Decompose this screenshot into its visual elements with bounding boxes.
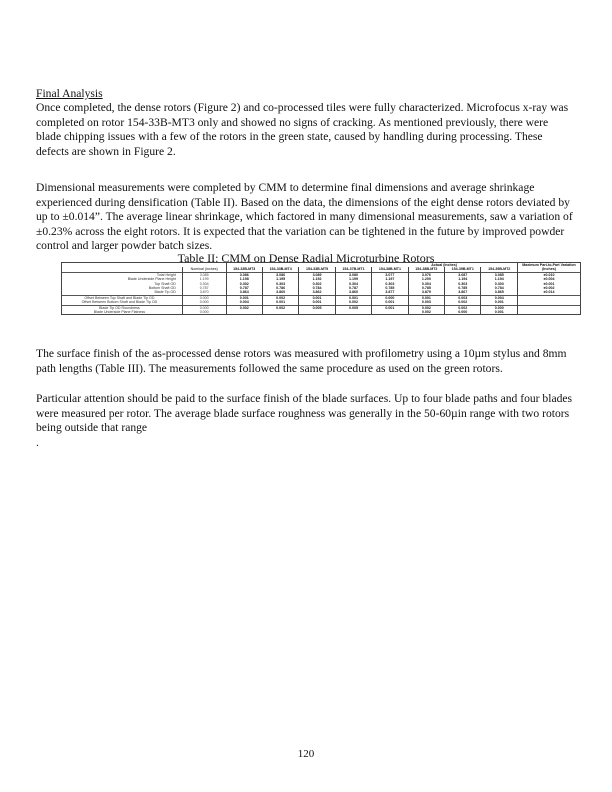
measured-value: 1.199 xyxy=(335,277,371,281)
measured-value: 3.085 xyxy=(481,272,518,277)
measured-value xyxy=(372,310,408,314)
measured-value: 0.785 xyxy=(372,286,408,290)
measured-value: 0.001 xyxy=(299,300,335,305)
measured-value: 3.879 xyxy=(408,290,444,295)
measured-value: 1.192 xyxy=(299,277,335,281)
page-number: 120 xyxy=(297,748,315,760)
rotor-header: 154-38B-MT2 xyxy=(408,267,444,272)
measured-value: 0.001 xyxy=(226,295,262,300)
group-header: Actual (Inches) xyxy=(226,263,517,267)
measured-value xyxy=(335,310,371,314)
measured-value: 3.086 xyxy=(226,272,262,277)
measured-value: 0.002 xyxy=(445,300,481,305)
row-label: Blade Underside Plane Flatness xyxy=(93,310,146,315)
measured-value: 0.002 xyxy=(335,300,371,305)
table-row xyxy=(62,310,580,314)
variation-value xyxy=(518,310,581,314)
measured-value: 0.303 xyxy=(481,282,518,286)
measured-value xyxy=(262,310,298,314)
measured-value: 3.867 xyxy=(445,290,481,295)
measured-value: 0.001 xyxy=(481,300,518,305)
row-label: Offset Between Bottom Shaft and Blade Tip OD xyxy=(81,300,158,305)
paragraph-trailing-period: . xyxy=(36,436,39,449)
rotor-header: 154-39B-MT1 xyxy=(445,267,481,272)
measured-value: 3.864 xyxy=(226,290,262,295)
measured-value: 0.303 xyxy=(445,282,481,286)
measured-value: 3.865 xyxy=(481,290,518,295)
measured-value: 0.303 xyxy=(372,282,408,286)
measured-value: 0.302 xyxy=(299,282,335,286)
measured-value: 0.005 xyxy=(299,305,335,310)
measured-value: 0.786 xyxy=(262,286,298,290)
measured-value: 3.076 xyxy=(408,272,444,277)
measured-value: 3.087 xyxy=(445,272,481,277)
measured-value: 0.001 xyxy=(372,300,408,305)
measured-value: 0.002 xyxy=(408,305,444,310)
measured-value: 0.002 xyxy=(226,305,262,310)
section-heading: Final Analysis xyxy=(36,87,103,100)
measured-value: 3.080 xyxy=(335,272,371,277)
rotor-header: 154-38B-MT1 xyxy=(372,267,408,272)
measured-value: 1.194 xyxy=(445,277,481,281)
measured-value: 0.001 xyxy=(262,300,298,305)
measured-value: 0.001 xyxy=(299,295,335,300)
rotor-header: 154-37B-MT1 xyxy=(335,267,371,272)
measured-value: 1.194 xyxy=(481,277,518,281)
measured-value: 3.862 xyxy=(299,290,335,295)
rotor-header: 154-33B-MT4 xyxy=(262,267,298,272)
measured-value: 3.877 xyxy=(372,290,408,295)
measured-value: 3.089 xyxy=(299,272,335,277)
table-row xyxy=(62,300,580,305)
measured-value: 1.197 xyxy=(372,277,408,281)
row-label: Blade Underside Plane Height xyxy=(127,277,176,282)
measured-value: 1.195 xyxy=(262,277,298,281)
row-label: Offset Between Top Shaft and Blade Tip OD xyxy=(84,295,155,300)
nominal-value: 0.000 xyxy=(182,310,226,314)
row-label: Blade Tip OD xyxy=(154,290,176,295)
paragraph-microfocus: Once completed, the dense rotors (Figure 2) and co-processed tiles were fully characterized. Microfocus x-ray was completed on rotor 154-33B-MT3 only and showed no signs of cracking. As mentioned previously, there were blade chipping issues with a few of the rotors in the green state, caused by handling during processing. These defects are shown in Figure 2. xyxy=(36,101,569,158)
measured-value: 0.784 xyxy=(481,286,518,290)
variation-value: ±0.010 xyxy=(518,272,581,277)
measured-value: 0.302 xyxy=(226,282,262,286)
measured-value: 1.198 xyxy=(226,277,262,281)
measured-value: 0.002 xyxy=(262,295,298,300)
cmm-table-body xyxy=(62,272,580,314)
measured-value: 0.785 xyxy=(408,286,444,290)
variation-header: Maximum Part-to-Part Variation (Inches) xyxy=(518,263,581,272)
nominal-header: Nominal (Inches) xyxy=(182,267,226,272)
rotor-header: 154-33B-MT5 xyxy=(299,267,335,272)
measured-value: 0.004 xyxy=(481,295,518,300)
measured-value: 3.860 xyxy=(262,290,298,295)
measured-value: 3.860 xyxy=(335,290,371,295)
measured-value: 0.000 xyxy=(481,305,518,310)
cmm-table xyxy=(62,263,580,314)
measured-value xyxy=(299,310,335,314)
measured-value: 0.784 xyxy=(299,286,335,290)
measured-value: 0.000 xyxy=(445,310,481,314)
rotor-header: 154-39B-MT2 xyxy=(481,267,518,272)
variation-value: ±0.002 xyxy=(518,286,581,290)
nominal-value: 0.000 xyxy=(182,300,226,305)
measured-value: 0.785 xyxy=(445,286,481,290)
paragraph-surface-finish: The surface finish of the as-processed dense rotors was measured with profilometry using a 10µm stylus and 8mm path lengths (Table III). The measurements followed the same procedure as used on the green rotors. xyxy=(36,347,567,375)
measured-value: 3.077 xyxy=(372,272,408,277)
rotor-header: 154-33B-MT3 xyxy=(226,267,262,272)
nominal-value: 1.199 xyxy=(182,277,226,281)
measured-value: 0.002 xyxy=(408,310,444,314)
measured-value: 0.002 xyxy=(262,305,298,310)
measured-value xyxy=(226,310,262,314)
measured-value: 1.200 xyxy=(408,277,444,281)
measured-value: 0.002 xyxy=(445,305,481,310)
nominal-value: 3.085 xyxy=(182,272,226,277)
measured-value: 0.003 xyxy=(445,295,481,300)
row-label: Bottom Shaft OD xyxy=(148,286,176,291)
measured-value: 0.001 xyxy=(408,295,444,300)
measured-value: 0.304 xyxy=(335,282,371,286)
measured-value: 0.003 xyxy=(408,300,444,305)
measured-value: 0.001 xyxy=(372,305,408,310)
row-label: Blade Tip OD Roundness xyxy=(99,305,140,310)
variation-value: ±0.014 xyxy=(518,290,581,295)
measured-value: 0.005 xyxy=(335,305,371,310)
measured-value: 0.001 xyxy=(481,310,518,314)
measured-value: 0.787 xyxy=(335,286,371,290)
measured-value: 3.086 xyxy=(262,272,298,277)
paragraph-dimensional: Dimensional measurements were completed by CMM to determine final dimensions and average shrinkage experienced during densification (Table II). Based on the data, the dimensions of the eight dense rotors deviated by up to ±0.014”. The average linear shrinkage, which factored in many dimensional measurements, saw a variation of ±0.23% across the eight rotors. It is expected that the variation can be tightened in the future by improved powder control and larger powder batch sizes. xyxy=(36,181,573,253)
measured-value: 0.303 xyxy=(262,282,298,286)
row-label: Total Height xyxy=(156,272,176,277)
paragraph-blade-surfaces: Particular attention should be paid to the surface finish of the blade surfaces. Up to four blade paths and four blades were measured per rotor. The average blade surface roughness was generally in the 50-60µin range with two rotors being outside that range xyxy=(36,392,573,435)
table-row xyxy=(62,277,580,281)
nominal-value: 0.304 xyxy=(182,282,226,286)
variation-value: ±0.001 xyxy=(518,282,581,286)
measured-value: 0.787 xyxy=(226,286,262,290)
nominal-value: 0.000 xyxy=(182,295,226,300)
nominal-value: 3.870 xyxy=(182,290,226,295)
row-label: Top Shaft OD xyxy=(154,281,176,286)
measured-value: 0.004 xyxy=(226,300,262,305)
measured-value: 0.304 xyxy=(408,282,444,286)
measured-value: 0.001 xyxy=(335,295,371,300)
variation-value: ±0.004 xyxy=(518,277,581,281)
nominal-value: 0.000 xyxy=(182,305,226,310)
measured-value: 0.000 xyxy=(372,295,408,300)
nominal-value: 0.787 xyxy=(182,286,226,290)
table-caption: Table II: CMM on Dense Radial Microturbine Rotors xyxy=(177,251,435,265)
